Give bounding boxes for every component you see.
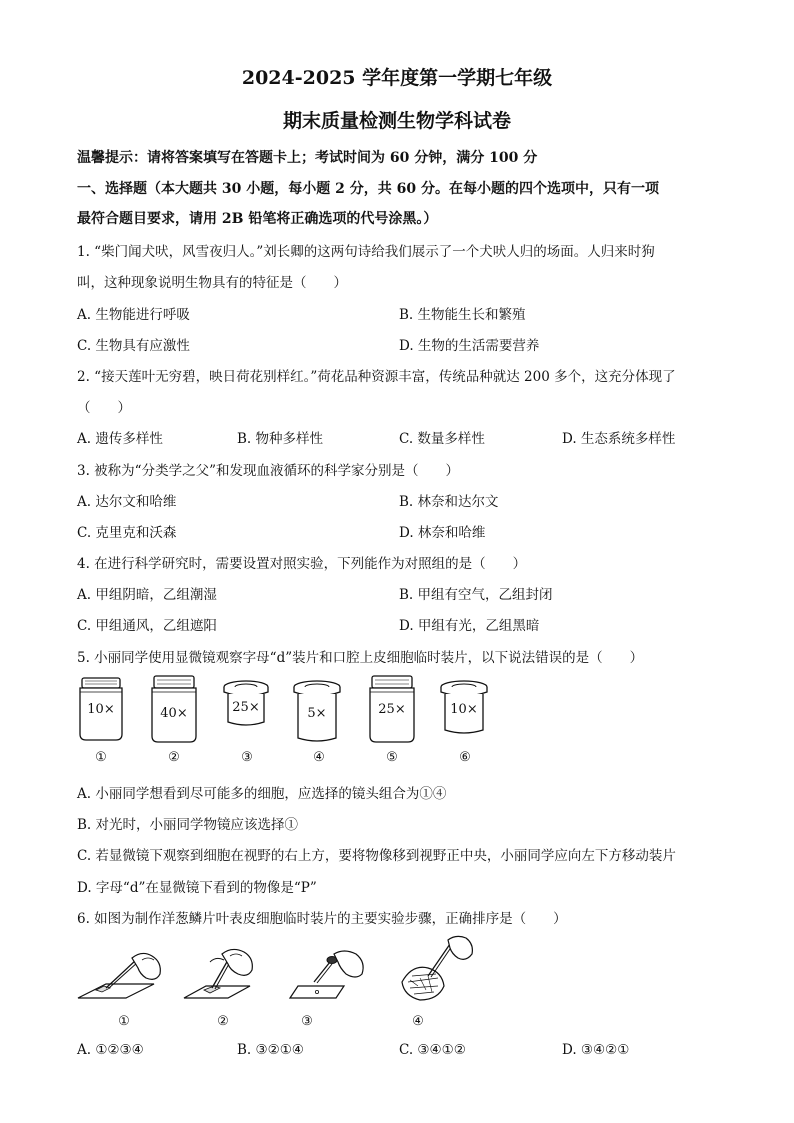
lens-6-num: ⑥ — [459, 750, 471, 765]
q6-option-d: D. ③④②① — [562, 1042, 630, 1058]
q5-option-a: A. 小丽同学想看到尽可能多的细胞，应选择的镜头组合为①④ — [77, 786, 447, 802]
lens-1-figure — [76, 676, 126, 744]
q3-option-d: D. 林奈和哈维 — [399, 525, 486, 541]
q1-stem-line2: 叫，这种现象说明生物具有的特征是（ ） — [77, 275, 347, 291]
lens-3-mag: 25× — [232, 700, 260, 715]
lens-6-figure — [439, 680, 489, 738]
q4-option-c: C. 甲组通风，乙组遮阳 — [77, 618, 217, 634]
q2-option-c: C. 数量多样性 — [399, 431, 485, 447]
q1-option-a: A. 生物能进行呼吸 — [77, 307, 190, 323]
q1-option-c: C. 生物具有应激性 — [77, 338, 190, 354]
q2-option-a: A. 遗传多样性 — [77, 431, 163, 447]
step-2-num: ② — [217, 1014, 229, 1029]
lens-5-figure — [366, 674, 418, 746]
lens-2-mag: 40× — [160, 706, 188, 721]
lens-5-num: ⑤ — [386, 750, 398, 765]
q5-option-c: C. 若显微镜下观察到细胞在视野的右上方，要将物像移到视野正中央，小丽同学应向左下方移动装片 — [77, 848, 676, 864]
lens-1-num: ① — [95, 750, 107, 765]
q3-stem-line1: 3. 被称为“分类学之父”和发现血液循环的科学家分别是（ ） — [77, 463, 459, 479]
q2-stem-line2: （ ） — [77, 400, 131, 416]
q1-option-b: B. 生物能生长和繁殖 — [399, 307, 526, 323]
q6-option-c: C. ③④①② — [399, 1042, 466, 1058]
q2-option-d: D. 生态系统多样性 — [562, 431, 676, 447]
step-1-num: ① — [118, 1014, 130, 1029]
tip-text: 温馨提示：请将答案填写在答题卡上；考试时间为 60 分钟，满分 100 分 — [77, 150, 538, 166]
lens-1-mag: 10× — [87, 702, 115, 717]
step-3-num: ③ — [301, 1014, 313, 1029]
step-3-figure — [284, 946, 374, 1004]
q4-option-a: A. 甲组阴暗，乙组潮湿 — [77, 587, 217, 603]
q6-option-a: A. ①②③④ — [77, 1042, 144, 1058]
q2-stem-line1: 2. “接天莲叶无穷碧，映日荷花别样红。”荷花品种资源丰富，传统品种就达 200 多个，这充分体现了 — [77, 369, 676, 385]
exam-title-line2: 期末质量检测生物学科试卷 — [282, 110, 511, 132]
step-4-figure — [398, 934, 478, 1006]
q4-option-d: D. 甲组有光，乙组黑暗 — [399, 618, 540, 634]
q5-option-b: B. 对光时，小丽同学物镜应该选择① — [77, 817, 299, 833]
q6-stem-line1: 6. 如图为制作洋葱鳞片叶表皮细胞临时装片的主要实验步骤，正确排序是（ ） — [77, 911, 567, 927]
lens-5-mag: 25× — [378, 702, 406, 717]
q2-option-b: B. 物种多样性 — [237, 431, 324, 447]
lens-6-mag: 10× — [450, 702, 478, 717]
step-1-figure — [76, 948, 166, 1004]
section-heading-line2: 最符合题目要求，请用 2B 铅笔将正确选项的代号涂黑。） — [77, 211, 438, 227]
exam-title-line1: 2024-2025 学年度第一学期七年级 — [241, 67, 553, 89]
q4-option-b: B. 甲组有空气，乙组封闭 — [399, 587, 553, 603]
q6-option-b: B. ③②①④ — [237, 1042, 304, 1058]
lens-4-mag: 5× — [307, 706, 327, 721]
q1-stem-line1: 1. “柴门闻犬吠，风雪夜归人。”刘长卿的这两句诗给我们展示了一个犬吠人归的场面。人归来时狗 — [77, 244, 655, 260]
section-heading-line1: 一、选择题（本大题共 30 小题，每小题 2 分，共 60 分。在每小题的四个选项中，只有一项 — [77, 181, 659, 197]
lens-2-num: ② — [168, 750, 180, 765]
q5-option-d: D. 字母“d”在显微镜下看到的物像是“P” — [77, 880, 317, 896]
lens-3-figure — [222, 680, 270, 730]
q5-stem-line1: 5. 小丽同学使用显微镜观察字母“d”装片和口腔上皮细胞临时装片，以下说法错误的是（ ） — [77, 650, 644, 666]
q3-option-a: A. 达尔文和哈维 — [77, 494, 177, 510]
lens-2-figure — [148, 674, 200, 746]
q3-option-b: B. 林奈和达尔文 — [399, 494, 499, 510]
q1-option-d: D. 生物的生活需要营养 — [399, 338, 540, 354]
step-4-num: ④ — [412, 1014, 424, 1029]
q3-option-c: C. 克里克和沃森 — [77, 525, 177, 541]
step-2-figure — [180, 946, 270, 1004]
q4-stem-line1: 4. 在进行科学研究时，需要设置对照实验，下列能作为对照组的是（ ） — [77, 556, 527, 572]
lens-4-figure — [292, 680, 342, 746]
lens-3-num: ③ — [241, 750, 253, 765]
lens-4-num: ④ — [313, 750, 325, 765]
